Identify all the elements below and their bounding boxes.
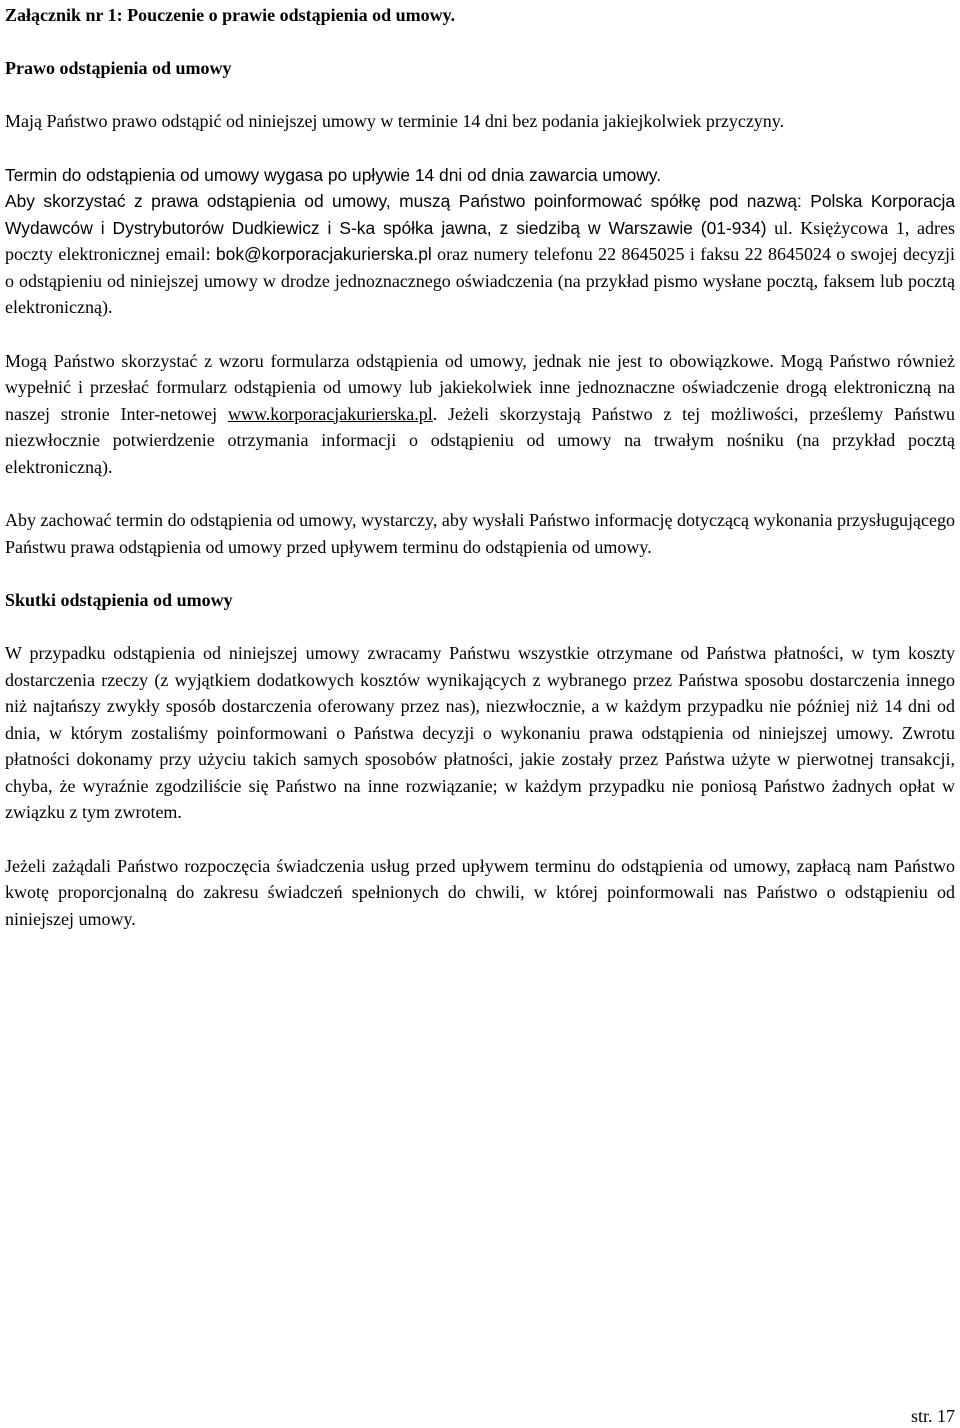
section-heading-effects-of-withdrawal: Skutki odstąpienia od umowy <box>5 590 233 610</box>
spacer <box>5 480 955 507</box>
spacer <box>5 613 955 640</box>
address-text: ul. Księżycowa 1, adres poczty elektronicznej email: <box>5 217 955 264</box>
paragraph-keeping-deadline: Aby zachować termin do odstąpienia od umowy, wystarczy, aby wysłali Państwo informację dotyczącą wykonania przysługującego Państwu prawa odstąpienia od umowy przed upływem terminu do odstąpienia od umowy. <box>5 510 955 557</box>
spacer <box>5 28 955 55</box>
paragraph-how-to-withdraw <box>5 188 955 321</box>
form-usage-text: Mogą Państwo skorzystać z wzoru formularza odstąpienia od umowy, jednak nie jest to obowiązkowe. Mogą Państwo również wypełnić i przesłać formularz odstąpienia od umowy lub jakiekolwiek inne jednoznaczne oświadczenie drogą elektroniczną na naszej stronie Inter-netowej <box>5 350 955 424</box>
spacer <box>5 321 955 348</box>
confirmation-text: . Jeżeli skorzystają Państwo z tej możliwości, prześlemy Państwu niezwłocznie potwierdzenie otrzymania informacji o odstąpieniu od umowy na trwałym nośniku (na przykład pocztą elektroniczną). <box>5 403 955 477</box>
paragraph-withdrawal-right: Mają Państwo prawo odstąpić od niniejszej umowy w terminie 14 dni bez podania jakiejkolwiek przyczyny. <box>5 111 785 131</box>
section-heading-right-of-withdrawal: Prawo odstąpienia od umowy <box>5 58 232 78</box>
email-address: bok@korporacjakurierska.pl <box>215 244 432 264</box>
contact-and-decision-text: oraz numery telefonu 22 8645025 i faksu 22 8645024 o swojej decyzji o odstąpieniu od niniejszej umowy w drodze jednoznacznego oświadczenia (na przykład pismo wysłane pocztą, faksem lub pocztą elektroniczną). <box>5 244 955 317</box>
spacer <box>5 81 955 108</box>
paragraph-form-usage <box>5 348 955 481</box>
spacer <box>5 135 955 162</box>
paragraph-services-payment: Jeżeli zażądali Państwo rozpoczęcia świadczenia usług przed upływem terminu do odstąpienia od umowy, zapłacą nam Państwo kwotę proporcjonalną do zakresu świadczeń spełnionych do chwili, w której poinformowali nas Państwo o odstąpieniu od niniejszej umowy. <box>5 855 955 929</box>
company-info-text: Aby skorzystać z prawa odstąpienia od umowy, muszą Państwo poinformować spółkę pod nazwą: Polska Korporacja Wydawców i Dystrybutorów Dudkiewicz i S-ka spółka jawna, z siedzibą w Warszawie (01-934) <box>5 191 955 238</box>
page-number: str. 17 <box>910 1406 955 1426</box>
website-link[interactable]: www.korporacjakurierska.pl <box>227 403 433 424</box>
spacer <box>5 826 955 853</box>
document-page <box>5 0 955 932</box>
document-title: Załącznik nr 1: Pouczenie o prawie odstąpienia od umowy. <box>5 5 456 25</box>
spacer <box>5 560 955 587</box>
paragraph-refunds: W przypadku odstąpienia od niniejszej umowy zwracamy Państwu wszystkie otrzymane od Państwa płatności, w tym koszty dostarczenia rzeczy (z wyjątkiem dodatkowych kosztów wynikających z wybranego przez Państwa sposobu dostarczenia innego niż najtańszy zwykły sposób dostarczenia oferowany przez nas), niezwłocznie, a w każdym przypadku nie później niż 14 dni od dnia, w którym zostaliśmy poinformowani o Państwa decyzji o wykonaniu prawa odstąpienia od niniejszej umowy. Zwrotu płatności dokonamy przy użyciu takich samych sposobów płatności, jakie zostały przez Państwa użyte w pierwotnej transakcji, chyba, że wyraźnie zgodziliście się Państwo na inne rozwiązanie; w każdym przypadku nie poniosą Państwo żadnych opłat w związku z tym zwrotem. <box>5 643 955 822</box>
paragraph-deadline: Termin do odstąpienia od umowy wygasa po upływie 14 dni od dnia zawarcia umowy. <box>5 164 662 185</box>
